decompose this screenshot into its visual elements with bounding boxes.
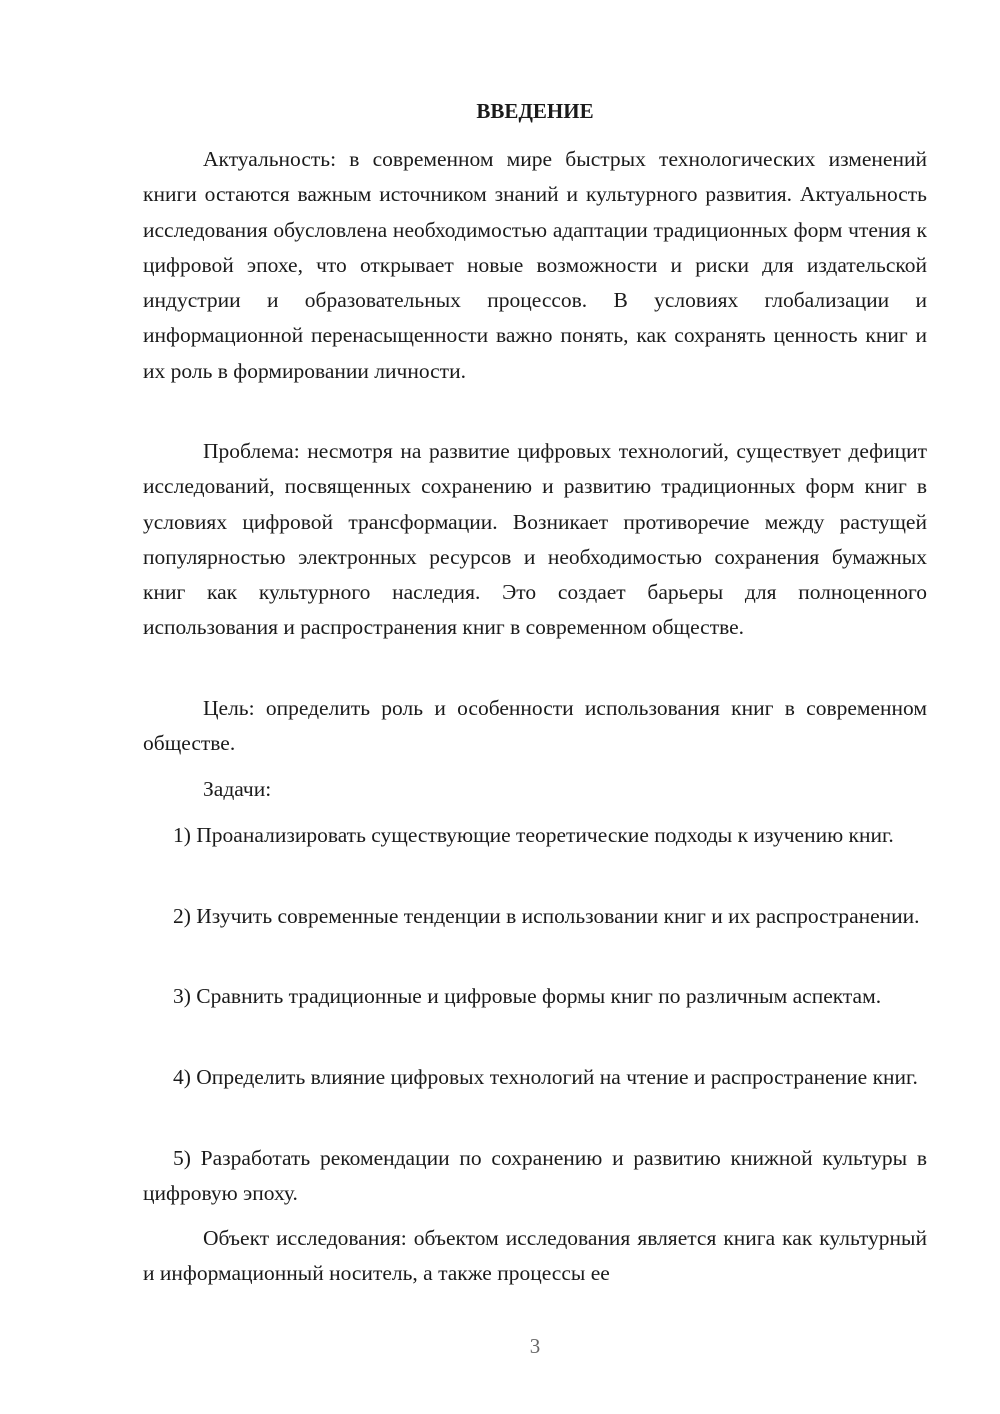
relevance-paragraph: Актуальность: в современном мире быстрых технологических изменений книги остаются важным источником знаний и культурного развития. Актуальность исследования обусловлена необходимостью адаптации традиционных форм чтения к цифровой эпохе, что открывает новые возможности и риски для издательской индустрии и образовательных процессов. В условиях глобализации и информационной перенасыщенности важно понять, как сохранять ценность книг и их роль в формировании личности. — [143, 147, 927, 383]
task-item-2: 2) Изучить современные тенденции в использовании книг и их распространении. — [173, 904, 920, 928]
task-item-4: 4) Определить влияние цифровых технологий на чтение и распространение книг. — [173, 1065, 918, 1089]
object-paragraph: Объект исследования: объектом исследования является книга как культурный и информационный носитель, а также процессы ее — [143, 1226, 927, 1286]
section-heading: ВВЕДЕНИЕ — [476, 99, 594, 123]
tasks-label: Задачи: — [203, 777, 272, 801]
task-item-3: 3) Сравнить традиционные и цифровые формы книг по различным аспектам. — [173, 984, 882, 1008]
task-item-1: 1) Проанализировать существующие теоретические подходы к изучению книг. — [173, 823, 894, 847]
goal-paragraph: Цель: определить роль и особенности использования книг в современном обществе. — [143, 696, 927, 756]
problem-paragraph: Проблема: несмотря на развитие цифровых технологий, существует дефицит исследований, посвященных сохранению и развитию традиционных форм книг в условиях цифровой трансформации. Возникает противоречие между растущей популярностью электронных ресурсов и необходимостью сохранения бумажных книг как культурного наследия. Это создает барьеры для полноценного использования и распространения книг в современном обществе. — [143, 439, 927, 640]
task-item-5: 5) Разработать рекомендации по сохранению и развитию книжной культуры в цифровую эпоху. — [143, 1146, 927, 1206]
page-number: 3 — [529, 1334, 541, 1358]
